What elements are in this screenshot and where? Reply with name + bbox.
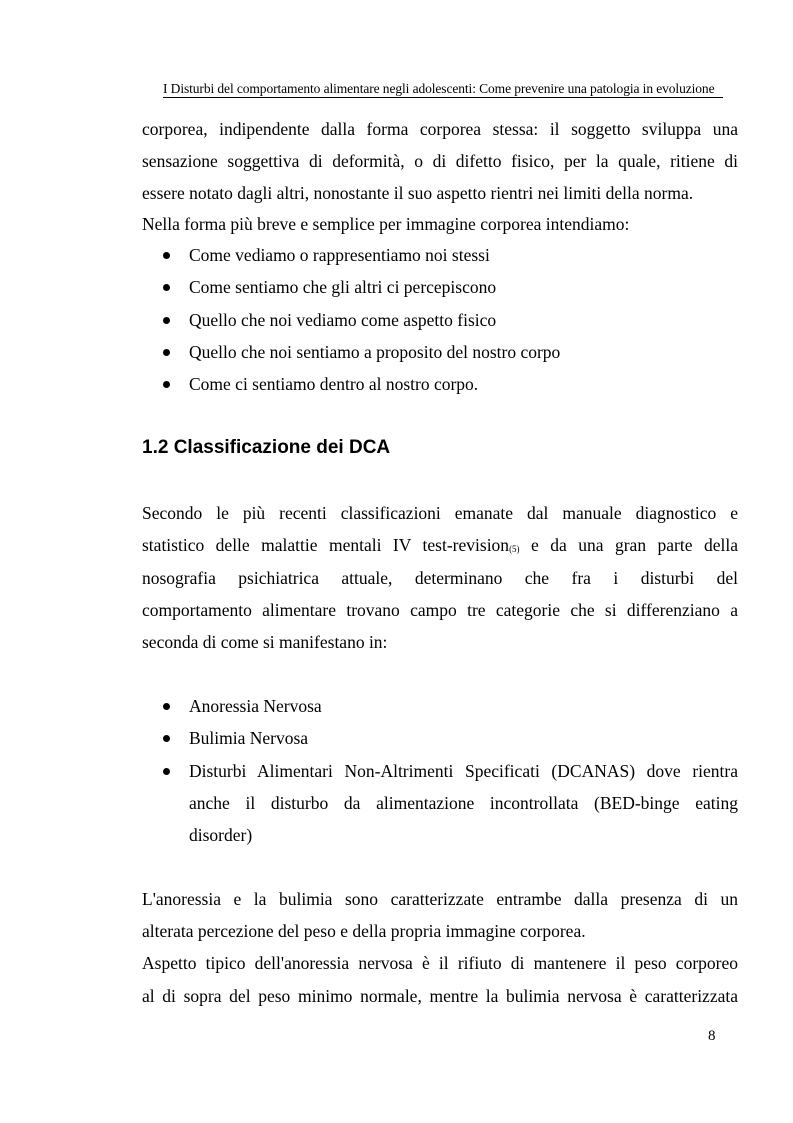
list-item-text: Anoressia Nervosa <box>189 696 322 716</box>
bullet-icon <box>163 317 170 324</box>
bullet-icon <box>163 349 170 356</box>
intro-line-2: sensazione soggettiva di deformità, o di difetto fisico, per la quale, ritiene di <box>142 151 738 171</box>
para2-line-3: nosografia psichiatrica attuale, determinano che fra i disturbi del <box>142 568 738 588</box>
list-item-text: Come sentiamo che gli altri ci percepiscono <box>189 277 497 297</box>
para2-line-5: seconda di come si manifestano in: <box>142 632 388 652</box>
para2-line-2-b: e da una gran parte della <box>519 535 738 555</box>
intro-line-4: Nella forma più breve e semplice per immagine corporea intendiamo: <box>142 214 630 234</box>
list-item-text: Disturbi Alimentari Non-Altrimenti Specificati (DCANAS) dove rientra <box>189 761 738 781</box>
section-heading: 1.2 Classificazione dei DCA <box>142 437 391 458</box>
bullet-icon <box>163 252 170 259</box>
intro-line-1: corporea, indipendente dalla forma corporea stessa: il soggetto sviluppa una <box>142 119 738 139</box>
para2-line-2 <box>142 529 738 564</box>
list-item-text: Bulimia Nervosa <box>189 728 309 748</box>
reference-marker: (5) <box>509 544 520 554</box>
intro-line-3: essere notato dagli altri, nonostante il suo aspetto rientri nei limiti della norma. <box>142 183 694 203</box>
bullet-icon <box>163 768 170 775</box>
bullet-icon <box>163 381 170 388</box>
list-item-text: Quello che noi vediamo come aspetto fisico <box>189 310 497 330</box>
para2-line-4: comportamento alimentare trovano campo tre categorie che si differenziano a <box>142 600 738 620</box>
bullet-icon <box>163 735 170 742</box>
para3-line-4: al di sopra del peso minimo normale, mentre la bulimia nervosa è caratterizzata <box>142 986 738 1006</box>
list-item-text: Quello che noi sentiamo a proposito del nostro corpo <box>189 342 561 362</box>
running-header: I Disturbi del comportamento alimentare negli adolescenti: Come prevenire una patologia in evoluzione <box>163 80 723 98</box>
para3-line-2: alterata percezione del peso e della propria immagine corporea. <box>142 921 586 941</box>
para3-line-1: L'anoressia e la bulimia sono caratterizzate entrambe dalla presenza di un <box>142 889 738 909</box>
bullet-icon <box>163 284 170 291</box>
list-item-text: Come ci sentiamo dentro al nostro corpo. <box>189 374 479 394</box>
para2-line-2-a: statistico delle malattie mentali IV test-revision <box>142 535 510 555</box>
list-item-text: disorder) <box>189 825 253 845</box>
bullet-icon <box>163 703 170 710</box>
page-number: 8 <box>708 1028 716 1044</box>
list-item-text: Come vediamo o rappresentiamo noi stessi <box>189 245 490 265</box>
list-item-text: anche il disturbo da alimentazione incontrollata (BED-binge eating <box>189 793 738 813</box>
para3-line-3: Aspetto tipico dell'anoressia nervosa è il rifiuto di mantenere il peso corporeo <box>142 953 738 973</box>
para2-line-1: Secondo le più recenti classificazioni emanate dal manuale diagnostico e <box>142 503 738 523</box>
